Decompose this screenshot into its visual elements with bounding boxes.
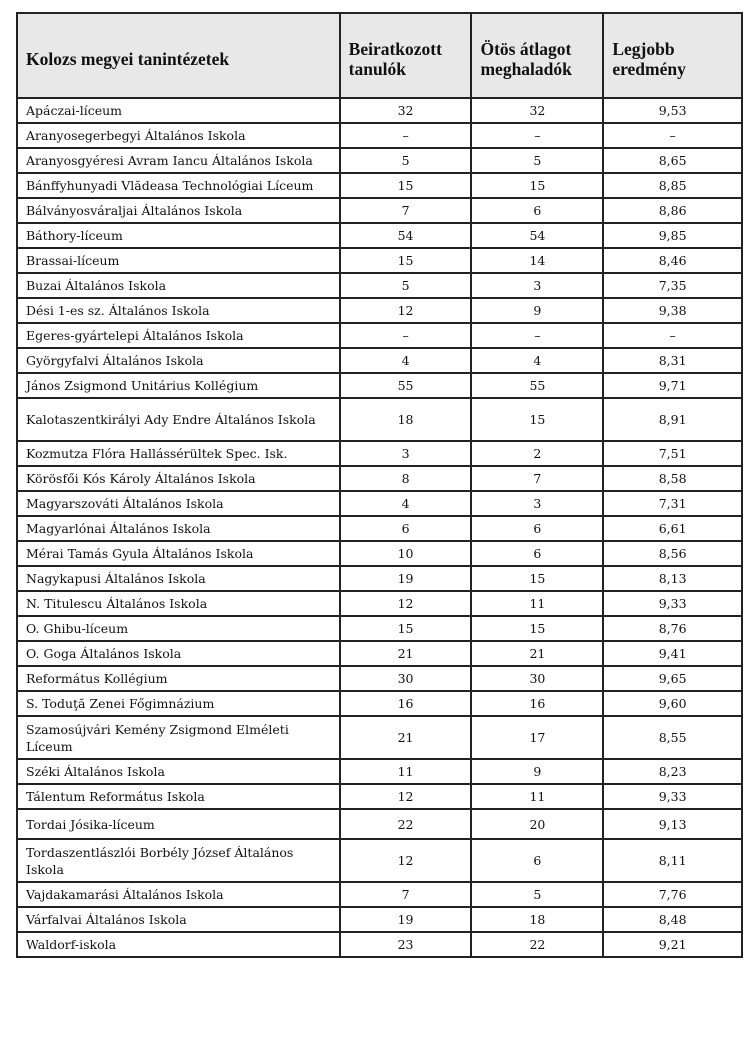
above-five-count-cell: 6 <box>471 516 603 541</box>
table-body <box>17 98 742 957</box>
best-result-cell: 7,35 <box>603 273 742 298</box>
enrolled-count-cell: 12 <box>340 839 472 882</box>
table-row <box>17 348 742 373</box>
above-five-count-cell: 2 <box>471 441 603 466</box>
table-row <box>17 323 742 348</box>
best-result-cell: 7,31 <box>603 491 742 516</box>
best-result-cell: 8,65 <box>603 148 742 173</box>
school-name-cell: Szamosújvári Kemény Zsigmond Elméleti Líceum <box>17 716 340 759</box>
table-row <box>17 466 742 491</box>
best-result-cell: – <box>603 123 742 148</box>
table-row <box>17 932 742 957</box>
best-result-cell: 8,86 <box>603 198 742 223</box>
above-five-count-cell: 30 <box>471 666 603 691</box>
above-five-count-cell: 5 <box>471 882 603 907</box>
school-name-cell: O. Ghibu-líceum <box>17 616 340 641</box>
school-name-cell: Magyarszováti Általános Iskola <box>17 491 340 516</box>
enrolled-count-cell: 54 <box>340 223 472 248</box>
school-name-cell: Apáczai-líceum <box>17 98 340 123</box>
best-result-cell: 9,38 <box>603 298 742 323</box>
enrolled-count-cell: 5 <box>340 148 472 173</box>
best-result-cell: 8,23 <box>603 759 742 784</box>
enrolled-count-cell: 7 <box>340 882 472 907</box>
enrolled-count-cell: 32 <box>340 98 472 123</box>
best-result-cell: 8,58 <box>603 466 742 491</box>
table-row <box>17 516 742 541</box>
school-name-cell: Vajdakamarási Általános Iskola <box>17 882 340 907</box>
above-five-count-cell: 15 <box>471 398 603 441</box>
school-name-cell: Várfalvai Általános Iskola <box>17 907 340 932</box>
table-row <box>17 491 742 516</box>
enrolled-count-cell: 8 <box>340 466 472 491</box>
above-five-count-cell: 55 <box>471 373 603 398</box>
above-five-count-cell: 15 <box>471 616 603 641</box>
table-row <box>17 173 742 198</box>
best-result-cell: 8,48 <box>603 907 742 932</box>
above-five-count-cell: 18 <box>471 907 603 932</box>
school-name-cell: Magyarlónai Általános Iskola <box>17 516 340 541</box>
school-name-cell: Kalotaszentkirályi Ady Endre Általános Iskola <box>17 398 340 441</box>
above-five-count-cell: 4 <box>471 348 603 373</box>
above-five-count-cell: 9 <box>471 759 603 784</box>
enrolled-count-cell: 10 <box>340 541 472 566</box>
enrolled-count-cell: 23 <box>340 932 472 957</box>
best-result-cell: 9,13 <box>603 809 742 839</box>
table-row <box>17 198 742 223</box>
above-five-count-cell: 9 <box>471 298 603 323</box>
best-result-cell: 8,85 <box>603 173 742 198</box>
above-five-count-cell: 6 <box>471 198 603 223</box>
table-row <box>17 691 742 716</box>
enrolled-count-cell: 6 <box>340 516 472 541</box>
best-result-cell: – <box>603 323 742 348</box>
table-row <box>17 641 742 666</box>
school-name-cell: Waldorf-iskola <box>17 932 340 957</box>
table-row <box>17 148 742 173</box>
best-result-cell: 7,51 <box>603 441 742 466</box>
above-five-count-cell: – <box>471 123 603 148</box>
best-result-cell: 9,71 <box>603 373 742 398</box>
header-enrolled: Beiratkozott tanulók <box>340 13 472 98</box>
enrolled-count-cell: 22 <box>340 809 472 839</box>
school-name-cell: O. Goga Általános Iskola <box>17 641 340 666</box>
enrolled-count-cell: 4 <box>340 348 472 373</box>
enrolled-count-cell: 11 <box>340 759 472 784</box>
best-result-cell: 9,85 <box>603 223 742 248</box>
above-five-count-cell: 21 <box>471 641 603 666</box>
above-five-count-cell: 16 <box>471 691 603 716</box>
enrolled-count-cell: 21 <box>340 716 472 759</box>
enrolled-count-cell: 15 <box>340 616 472 641</box>
school-name-cell: Mérai Tamás Gyula Általános Iskola <box>17 541 340 566</box>
school-name-cell: N. Titulescu Általános Iskola <box>17 591 340 616</box>
best-result-cell: 8,31 <box>603 348 742 373</box>
best-result-cell: 9,41 <box>603 641 742 666</box>
above-five-count-cell: 15 <box>471 173 603 198</box>
above-five-count-cell: 14 <box>471 248 603 273</box>
enrolled-count-cell: 5 <box>340 273 472 298</box>
school-name-cell: Dési 1-es sz. Általános Iskola <box>17 298 340 323</box>
table-row <box>17 541 742 566</box>
table-row <box>17 373 742 398</box>
school-name-cell: Nagykapusi Általános Iskola <box>17 566 340 591</box>
school-name-cell: Bánffyhunyadi Vlădeasa Technológiai Líceum <box>17 173 340 198</box>
enrolled-count-cell: 30 <box>340 666 472 691</box>
enrolled-count-cell: 16 <box>340 691 472 716</box>
table-row <box>17 298 742 323</box>
table-row <box>17 882 742 907</box>
school-name-cell: Széki Általános Iskola <box>17 759 340 784</box>
schools-results-table <box>16 12 743 958</box>
best-result-cell: 9,21 <box>603 932 742 957</box>
table-row <box>17 591 742 616</box>
table-row <box>17 441 742 466</box>
enrolled-count-cell: – <box>340 323 472 348</box>
above-five-count-cell: 17 <box>471 716 603 759</box>
above-five-count-cell: 3 <box>471 273 603 298</box>
above-five-count-cell: 32 <box>471 98 603 123</box>
best-result-cell: 9,33 <box>603 591 742 616</box>
school-name-cell: Bálványosváraljai Általános Iskola <box>17 198 340 223</box>
best-result-cell: 9,65 <box>603 666 742 691</box>
school-name-cell: Tordaszentlászlói Borbély József Általános Iskola <box>17 839 340 882</box>
school-name-cell: Tálentum Református Iskola <box>17 784 340 809</box>
enrolled-count-cell: 55 <box>340 373 472 398</box>
school-name-cell: János Zsigmond Unitárius Kollégium <box>17 373 340 398</box>
school-name-cell: Aranyosegerbegyi Általános Iskola <box>17 123 340 148</box>
best-result-cell: 8,55 <box>603 716 742 759</box>
table-row <box>17 123 742 148</box>
school-name-cell: S. Toduţă Zenei Főgimnázium <box>17 691 340 716</box>
enrolled-count-cell: 3 <box>340 441 472 466</box>
table-row <box>17 759 742 784</box>
above-five-count-cell: – <box>471 323 603 348</box>
best-result-cell: 9,33 <box>603 784 742 809</box>
school-name-cell: Báthory-líceum <box>17 223 340 248</box>
best-result-cell: 8,46 <box>603 248 742 273</box>
table-row <box>17 809 742 839</box>
table-row <box>17 273 742 298</box>
enrolled-count-cell: – <box>340 123 472 148</box>
best-result-cell: 9,53 <box>603 98 742 123</box>
above-five-count-cell: 6 <box>471 541 603 566</box>
table-row <box>17 98 742 123</box>
school-name-cell: Kozmutza Flóra Hallássérültek Spec. Isk. <box>17 441 340 466</box>
best-result-cell: 8,11 <box>603 839 742 882</box>
best-result-cell: 8,56 <box>603 541 742 566</box>
above-five-count-cell: 7 <box>471 466 603 491</box>
header-school-name: Kolozs megyei tanintézetek <box>17 13 340 98</box>
above-five-count-cell: 5 <box>471 148 603 173</box>
table-row <box>17 566 742 591</box>
table-row <box>17 839 742 882</box>
table-row <box>17 716 742 759</box>
above-five-count-cell: 11 <box>471 591 603 616</box>
enrolled-count-cell: 18 <box>340 398 472 441</box>
enrolled-count-cell: 19 <box>340 566 472 591</box>
best-result-cell: 8,91 <box>603 398 742 441</box>
above-five-count-cell: 11 <box>471 784 603 809</box>
header-best-result: Legjobb eredmény <box>603 13 742 98</box>
best-result-cell: 7,76 <box>603 882 742 907</box>
above-five-count-cell: 20 <box>471 809 603 839</box>
best-result-cell: 9,60 <box>603 691 742 716</box>
enrolled-count-cell: 12 <box>340 784 472 809</box>
school-name-cell: Református Kollégium <box>17 666 340 691</box>
table-row <box>17 616 742 641</box>
table-row <box>17 666 742 691</box>
enrolled-count-cell: 15 <box>340 173 472 198</box>
school-name-cell: Györgyfalvi Általános Iskola <box>17 348 340 373</box>
enrolled-count-cell: 7 <box>340 198 472 223</box>
above-five-count-cell: 22 <box>471 932 603 957</box>
enrolled-count-cell: 15 <box>340 248 472 273</box>
above-five-count-cell: 6 <box>471 839 603 882</box>
header-above-five: Ötös átlagot meghaladók <box>471 13 603 98</box>
table-row <box>17 907 742 932</box>
school-name-cell: Aranyosgyéresi Avram Iancu Általános Iskola <box>17 148 340 173</box>
above-five-count-cell: 54 <box>471 223 603 248</box>
school-name-cell: Körösfői Kós Károly Általános Iskola <box>17 466 340 491</box>
best-result-cell: 8,76 <box>603 616 742 641</box>
school-name-cell: Brassai-líceum <box>17 248 340 273</box>
table-row <box>17 398 742 441</box>
school-name-cell: Egeres-gyártelepi Általános Iskola <box>17 323 340 348</box>
enrolled-count-cell: 4 <box>340 491 472 516</box>
school-name-cell: Buzai Általános Iskola <box>17 273 340 298</box>
table-row <box>17 248 742 273</box>
enrolled-count-cell: 12 <box>340 591 472 616</box>
enrolled-count-cell: 19 <box>340 907 472 932</box>
enrolled-count-cell: 12 <box>340 298 472 323</box>
best-result-cell: 8,13 <box>603 566 742 591</box>
school-name-cell: Tordai Jósika-líceum <box>17 809 340 839</box>
above-five-count-cell: 15 <box>471 566 603 591</box>
above-five-count-cell: 3 <box>471 491 603 516</box>
table-header-row <box>17 13 742 98</box>
enrolled-count-cell: 21 <box>340 641 472 666</box>
table-row <box>17 784 742 809</box>
best-result-cell: 6,61 <box>603 516 742 541</box>
table-row <box>17 223 742 248</box>
